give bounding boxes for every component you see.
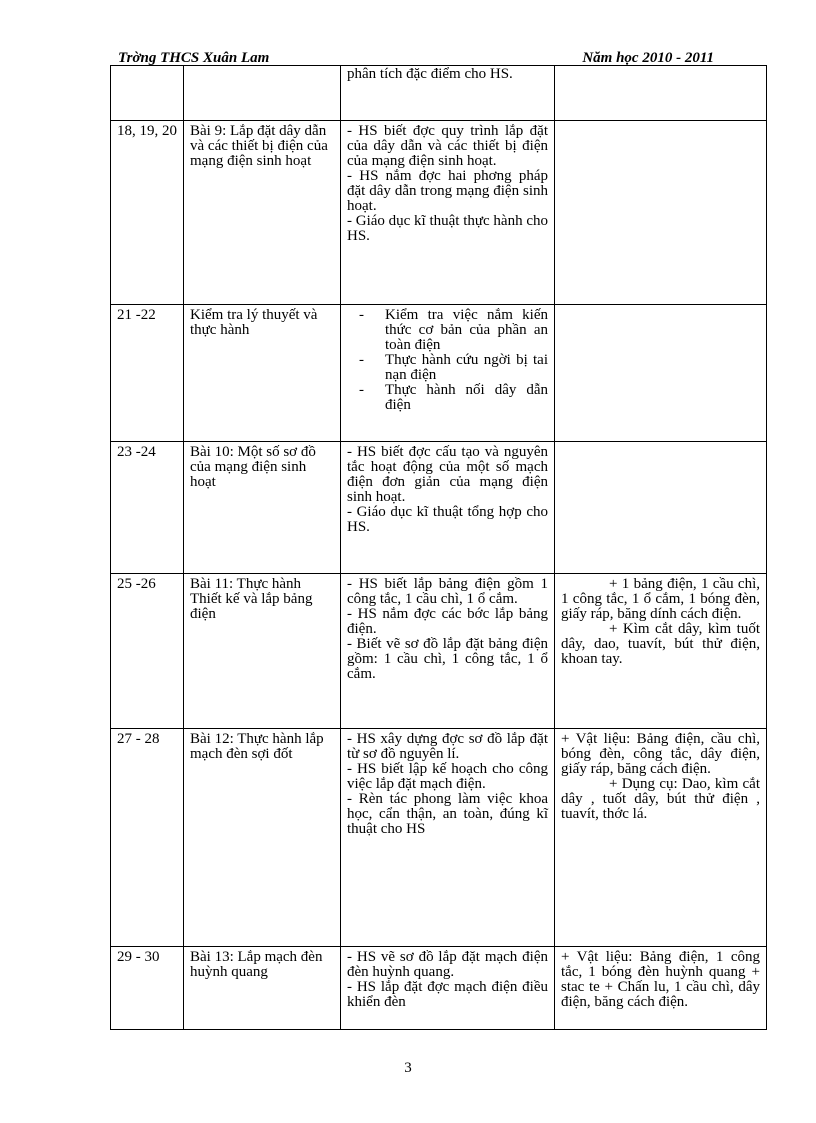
objective-text: - Giáo dục kĩ thuật tổng hợp cho HS. <box>347 504 548 535</box>
week-cell: 29 - 30 <box>111 947 184 1030</box>
material-text: + Dụng cụ: Dao, kìm cắt dây , tuốt dây, bút thử điện , tuavít, thớc lá. <box>561 776 760 822</box>
table-row <box>111 305 767 442</box>
week-cell: 27 - 28 <box>111 729 184 947</box>
objective-text: - Giáo dục kĩ thuật thực hành cho HS. <box>347 213 548 244</box>
week-cell: 23 -24 <box>111 442 184 574</box>
objectives-cell <box>341 66 555 121</box>
table-row <box>111 442 767 574</box>
table-row <box>111 729 767 947</box>
page-number: 3 <box>404 1060 412 1076</box>
objective-text: - HS nắm đợc hai phơng pháp đặt dây dẫn trong mạng điện sinh hoạt. <box>347 168 548 214</box>
table-row <box>111 121 767 305</box>
week-cell: 18, 19, 20 <box>111 121 184 305</box>
lesson-cell: Bài 11: Thực hành Thiết kế và lắp bảng điện <box>184 574 341 729</box>
materials-cell <box>555 305 767 442</box>
material-text: + Kìm cắt dây, kìm tuốt dây, dao, tuavít, bút thử điện, khoan tay. <box>561 621 760 667</box>
objective-text: - HS biết đợc cấu tạo và nguyên tắc hoạt động của một số mạch điện đơn giản của mạng điện sinh hoạt. <box>347 444 548 505</box>
objective-text: - Thực hành cứu ngời bị tai nạn điện <box>385 353 548 383</box>
objective-text: - HS biết lắp bảng điện gồm 1 công tắc, 1 cầu chì, 1 ổ cắm. <box>347 576 548 607</box>
table-row <box>111 947 767 1030</box>
lesson-cell: Bài 12: Thực hành lắp mạch đèn sợi đốt <box>184 729 341 947</box>
objectives-cell <box>341 729 555 947</box>
objective-text: - HS vẽ sơ đồ lắp đặt mạch điện đèn huỳnh quang. <box>347 950 548 980</box>
objectives-cell <box>341 121 555 305</box>
table-row <box>111 574 767 729</box>
materials-cell <box>555 947 767 1030</box>
objective-text: - Biết vẽ sơ đồ lắp đặt bảng điện gồm: 1 cầu chì, 1 công tắc, 1 ổ cắm. <box>347 636 548 682</box>
objective-text: - HS biết đợc quy trình lắp đặt của dây dẫn và các thiết bị điện của mạng điện sinh hoạt. <box>347 123 548 169</box>
lesson-plan-table <box>110 65 767 1030</box>
material-text: + Vật liệu: Bảng điện, cầu chì, bóng đèn, công tắc, dây điện, giấy ráp, băng cách điện. <box>561 731 760 777</box>
objective-text: phân tích đặc điểm cho HS. <box>347 66 513 82</box>
objectives-cell <box>341 574 555 729</box>
objectives-cell <box>341 305 555 442</box>
objective-text: - Rèn tác phong làm việc khoa học, cẩn thận, an toàn, đúng kĩ thuật cho HS <box>347 791 548 837</box>
objective-text: - HS lắp đặt đợc mạch điện điều khiển đèn <box>347 979 548 1010</box>
lesson-cell: Bài 9: Lắp đặt dây dẫn và các thiết bị điện của mạng điện sinh hoạt <box>184 121 341 305</box>
lesson-cell: Bài 10: Một số sơ đồ của mạng điện sinh hoạt <box>184 442 341 574</box>
material-text: + 1 bảng điện, 1 cầu chì, 1 công tắc, 1 ổ cắm, 1 bóng đèn, giấy ráp, băng dính cách điện. <box>561 576 760 622</box>
objective-text: - Thực hành nối dây dẫn điện <box>385 383 548 413</box>
school-year: Năm học 2010 - 2011 <box>582 50 714 66</box>
week-cell: 25 -26 <box>111 574 184 729</box>
materials-cell <box>555 121 767 305</box>
materials-cell <box>555 574 767 729</box>
lesson-cell: Bài 13: Lắp mạch đèn huỳnh quang <box>184 947 341 1030</box>
materials-cell <box>555 442 767 574</box>
objectives-cell <box>341 947 555 1030</box>
school-name: Trờng THCS Xuân Lam <box>118 50 270 66</box>
week-cell <box>111 66 184 121</box>
objective-text: - HS nắm đợc các bớc lắp bảng điện. <box>347 606 548 637</box>
objectives-cell <box>341 442 555 574</box>
lesson-cell: Kiểm tra lý thuyết và thực hành <box>184 305 341 442</box>
lesson-cell <box>184 66 341 121</box>
materials-cell <box>555 729 767 947</box>
materials-cell <box>555 66 767 121</box>
week-cell: 21 -22 <box>111 305 184 442</box>
objective-text: - HS xây dựng đợc sơ đồ lắp đặt từ sơ đồ nguyên lí. <box>347 731 548 762</box>
table-row <box>111 66 767 121</box>
objective-text: - HS biết lập kế hoạch cho công việc lắp đặt mạch điện. <box>347 761 548 792</box>
material-text: + Vật liệu: Bảng điện, 1 công tắc, 1 bóng đèn huỳnh quang + stac te + Chấn lu, 1 cầu chì, dây điện, băng cách điện. <box>561 950 760 1010</box>
objective-text: - Kiểm tra việc nắm kiến thức cơ bản của phần an toàn điện <box>385 308 548 353</box>
